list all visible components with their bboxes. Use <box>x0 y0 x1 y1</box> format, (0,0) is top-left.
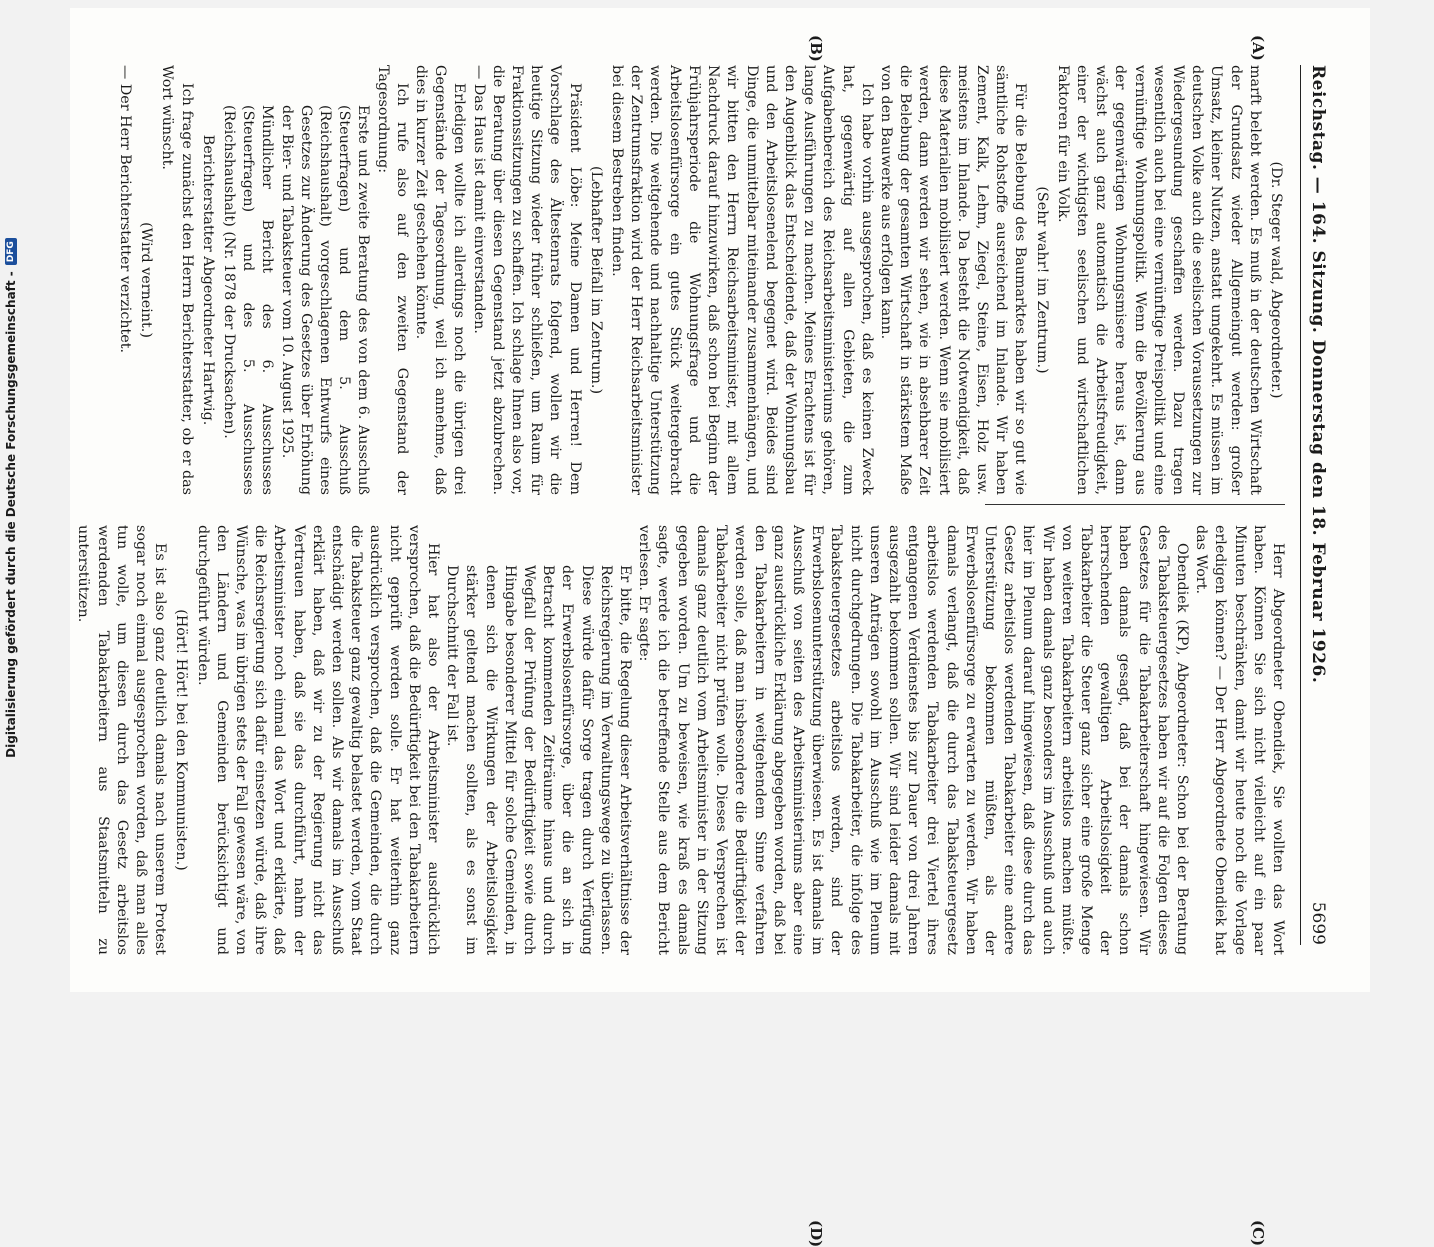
paragraph: (Wird verneint.) <box>138 222 155 338</box>
paragraph: Er bitte, die Regelung dieser Arbeitsverhältnisse der Reichsregierung im Verwaltungswege zu überlassen. Diese würde dafür Sorge tragen durch Verfügung der Erwerbslosenfürsorge, über die an sich in Betracht kommenden Zeiträume hinaus und durch Wegfall der Prüfung der Bedürftigkeit sowie durch Hingabe besonderer Mittel für solche Gemeinden, in denen sich die Wirkungen der Arbeitslosigkeit stärker geltend machen sollten, als es sonst im Durchschnitt der Fall ist. <box>444 565 634 955</box>
paragraph: (Sehr wahr! im Zentrum.) <box>1033 186 1050 374</box>
digitization-footer <box>0 0 22 1000</box>
left-column <box>115 65 1287 495</box>
page-number: 5699 <box>1308 901 1328 945</box>
paragraph: Ich habe vorhin ausgesprochen, daß es keinen Zweck hat, gegenwärtig auf allen Gebieten, die zum Aufgabenbereich des Reichsarbeitsministeriums gehören, lange Ausführungen zu machen. Meines Erachtens ist für den Augenblick das Entscheidende, daß der Wohnungsbau und den Arbeitslosenelend begegnet wird. Beides sind Dinge, die unmittelbar miteinander zusammenhängen, und wir bitten den Herrn Reichsarbeitsminister, mit allem Nachdruck darauf hinzuwirken, daß schon bei Beginn der Frühjahrsperiode die Wohnungsfrage und die Arbeitslosenfürsorge ein gutes Stück weitergebracht werden. Die weitgehende und nachhaltige Unterstützung der Zentrumsfraktion wird der Herr Reichsarbeitsminister bei diesem Bestreben finden. <box>609 65 875 495</box>
paragraph: (Hört! Hört! bei den Kommunisten.) <box>173 609 190 871</box>
dfg-logo: DFG <box>5 238 17 265</box>
paragraph: Hier hat also der Arbeitsminister ausdrücklich versprochen, daß die Bedürftigkeit bei den Tabakarbeitern nicht geprüft werden solle. Er hat weiterhin ganz ausdrücklich versprochen, daß die Gemeinden, die durch die Tabaksteuer ganz gewaltig belastet werden, vom Staat entschädigt werden sollen. Als wir damals im Ausschuß erklärt haben, daß wir zu der Regierung nicht das Vertrauen haben, daß sie das durchführt, nahm der Arbeitsminister noch einmal das Wort und erklärte, daß die Reichsregierung sich dafür einsetzen würde, daß ihre Wünsche, was im übrigen stets der Fall gewesen wäre, von den Ländern und Gemeinden berücksichtigt und durchgeführt würden. <box>194 525 442 955</box>
paragraph: (Lebhafter Beifall im Zentrum.) <box>587 165 604 395</box>
paragraph: Berichterstatter Abgeordneter Hartwig. <box>199 134 216 426</box>
paragraph: Obendiek (KP), Abgeordneter: Schon bei der Beratung des Tabaksteuergesetzes haben wir auf die Folgen dieses Gesetzes für die Tabakarbeiterschaft hingewiesen. Wir haben damals gesagt, daß bei der damals schon herrschenden gewaltigen Arbeitslosigkeit der Tabakarbeiter die Steuer ganz sicher eine große Menge von weiteren Tabakarbeitern arbeitslos machen müßte. Wir haben damals ganz besonders im Ausschuß und auch hier im Plenum darauf hingewiesen, daß diese durch das Gesetz arbeitslos werdenden Tabakarbeiter eine andere Unterstützung bekommen müßten, als der Erwerbslosenfürsorge zu erwarten zu werden. Wir haben damals verlangt, daß die durch das Tabaksteuergesetz arbeitslos werdenden Tabakarbeiter drei Viertel ihres entgangenen Verdienstes bis zur Dauer von drei Jahren ausgezahlt bekommen sollen. Wir sind leider damals mit unseren Anträgen sowohl im Ausschuß wie im Plenum nicht durchgedrungen. Die Tabakarbeiter, die infolge des Tabaksteuergesetzes arbeitslos werden, sind der Erwerbslosenunterstützung überwiesen. Es ist damals im Ausschuß von seiten des Arbeitsministeriums aber eine ganz ausdrückliche Erklärung abgegeben worden, daß bei den Tabakarbeitern in weitgehendem Sinne verfahren werden solle, daß man insbesondere die Bedürftigkeit der Tabakarbeiter nicht prüfen wolle. Dieses Versprechen ist damals ganz deutlich vom Arbeitsminister in der Sitzung gegeben worden. Um zu beweisen, wie kraß es damals sagte, werde ich die betreffende Stelle aus dem Bericht verlesen. Er sagte: <box>636 525 1190 955</box>
paragraph: Erledigen wollte ich allerdings noch die übrigen drei Gegenstände der Tagesordnung, weil ich annehme, daß dies in kurzer Zeit geschehen könnte. <box>413 65 468 495</box>
page-header <box>1300 65 1335 945</box>
paragraph: Ich rufe also auf den zweiten Gegenstand der Tagesordnung: <box>374 65 410 495</box>
paragraph: Erste und zweite Beratung des von dem 6. Ausschuß (Steuerfragen) und dem 5. Ausschuß (Reichshaushalt) vorgeschlagenen Entwurfs eines Gesetzes zur Änderung des Gesetzes über Erhöhung der Bier- und Tabaksteuer vom 10. August 1925. <box>278 105 372 495</box>
rotated-page-content <box>75 25 1345 1247</box>
paragraph: — Der Herr Berichterstatter verzichtet. <box>117 65 134 354</box>
footer-text: Digitalisierung gefördert durch die Deutsche Forschungsgemeinschaft - <box>4 271 18 758</box>
paragraph: Ich frage zunächst den Herrn Berichterstatter, ob er das Wort wünscht. <box>159 65 195 495</box>
margin-marker-d: (D) <box>807 1220 825 1247</box>
paragraph: Herr Abgeordneter Obendiek, Sie wollten das Wort haben. Können Sie sich nicht vielleicht auf ein paar Minuten beschränken, damit wir heute noch die Vorlage erledigen können? — Der Herr Abgeordnete Obendiek hat das Wort. <box>1193 525 1286 955</box>
column-divider <box>985 504 1285 505</box>
right-column <box>75 525 1287 955</box>
margin-marker-b: (B) <box>807 35 825 62</box>
paragraph: Für die Belebung des Baumarktes haben wir so gut wie sämtliche Rohstoffe ausreichend im Inlande. Wir haben Zement, Kalk, Lehm, Ziegel, Steine, Eisen, Holz usw. meistens im Inlande. Da besteht die Notwendigkeit, daß diese Materialien mobilisiert werden. Wenn sie mobilisiert werden, dann werden wir sehen, wie in absehbarer Zeit die Belebung der gesamten Wirtschaft in stärkstem Maße von den Bauwerke aus erfolgen kann. <box>877 65 1029 495</box>
paragraph: Mündlicher Bericht des 6. Ausschusses (Steuerfragen) und des 5. Ausschusses (Reichshaushalt) (Nr. 1878 der Drucksachen). <box>221 105 276 495</box>
paragraph: marft belebt werden. Es muß in der deutschen Wirtschaft der Grundsatz wieder Allgemeingut werden: großer Umsatz, kleiner Nutzen, anstatt umgekehrt. Es müssen im deutschen Volke auch die seelischen Voraussetzungen zur Wiedergesundung geschaffen werden. Dazu tragen wesentlich auch bei eine vernünftige Preispolitik und eine vernünftige Wohnungspolitik. Wenn die Bevölkerung aus der gegenwärtigen Wohnungsmisere heraus ist, dann wächst auch ganz automatisch die Arbeitsfreudigkeit, einer der wichtigsten seelischen und wirtschaftlichen Faktoren für ein Volk. <box>1054 65 1263 495</box>
scanned-page <box>70 8 1370 1247</box>
paragraph: Präsident Löbe: Meine Damen und Herren! Dem Vorschlage des Ältestenrats folgend, wollen wir die heutige Sitzung wieder früher schließen, um Raum für Fraktionssitzungen zu schaffen. Ich schlage Ihnen also vor, die Beratung über diesen Gegenstand jetzt abzubrechen. — Das Haus ist damit einverstanden. <box>470 65 583 495</box>
paragraph: Es ist also ganz deutlich damals nach unserem Protest sogar noch einmal ausgesprochen worden, daß man alles tun wolle, um diesen durch das Gesetz arbeitslos werdenden Tabakarbeitern aus Staatsmitteln zu unterstützen. <box>75 525 169 955</box>
header-title: Reichstag. — 164. Sitzung. Donnerstag den 18. Februar 1926. <box>1308 65 1328 684</box>
paragraph: (Dr. Steger wald, Abgeordneter.) <box>1268 161 1284 399</box>
margin-marker-c: (C) <box>1249 1220 1267 1247</box>
margin-marker-a: (A) <box>1249 35 1267 61</box>
